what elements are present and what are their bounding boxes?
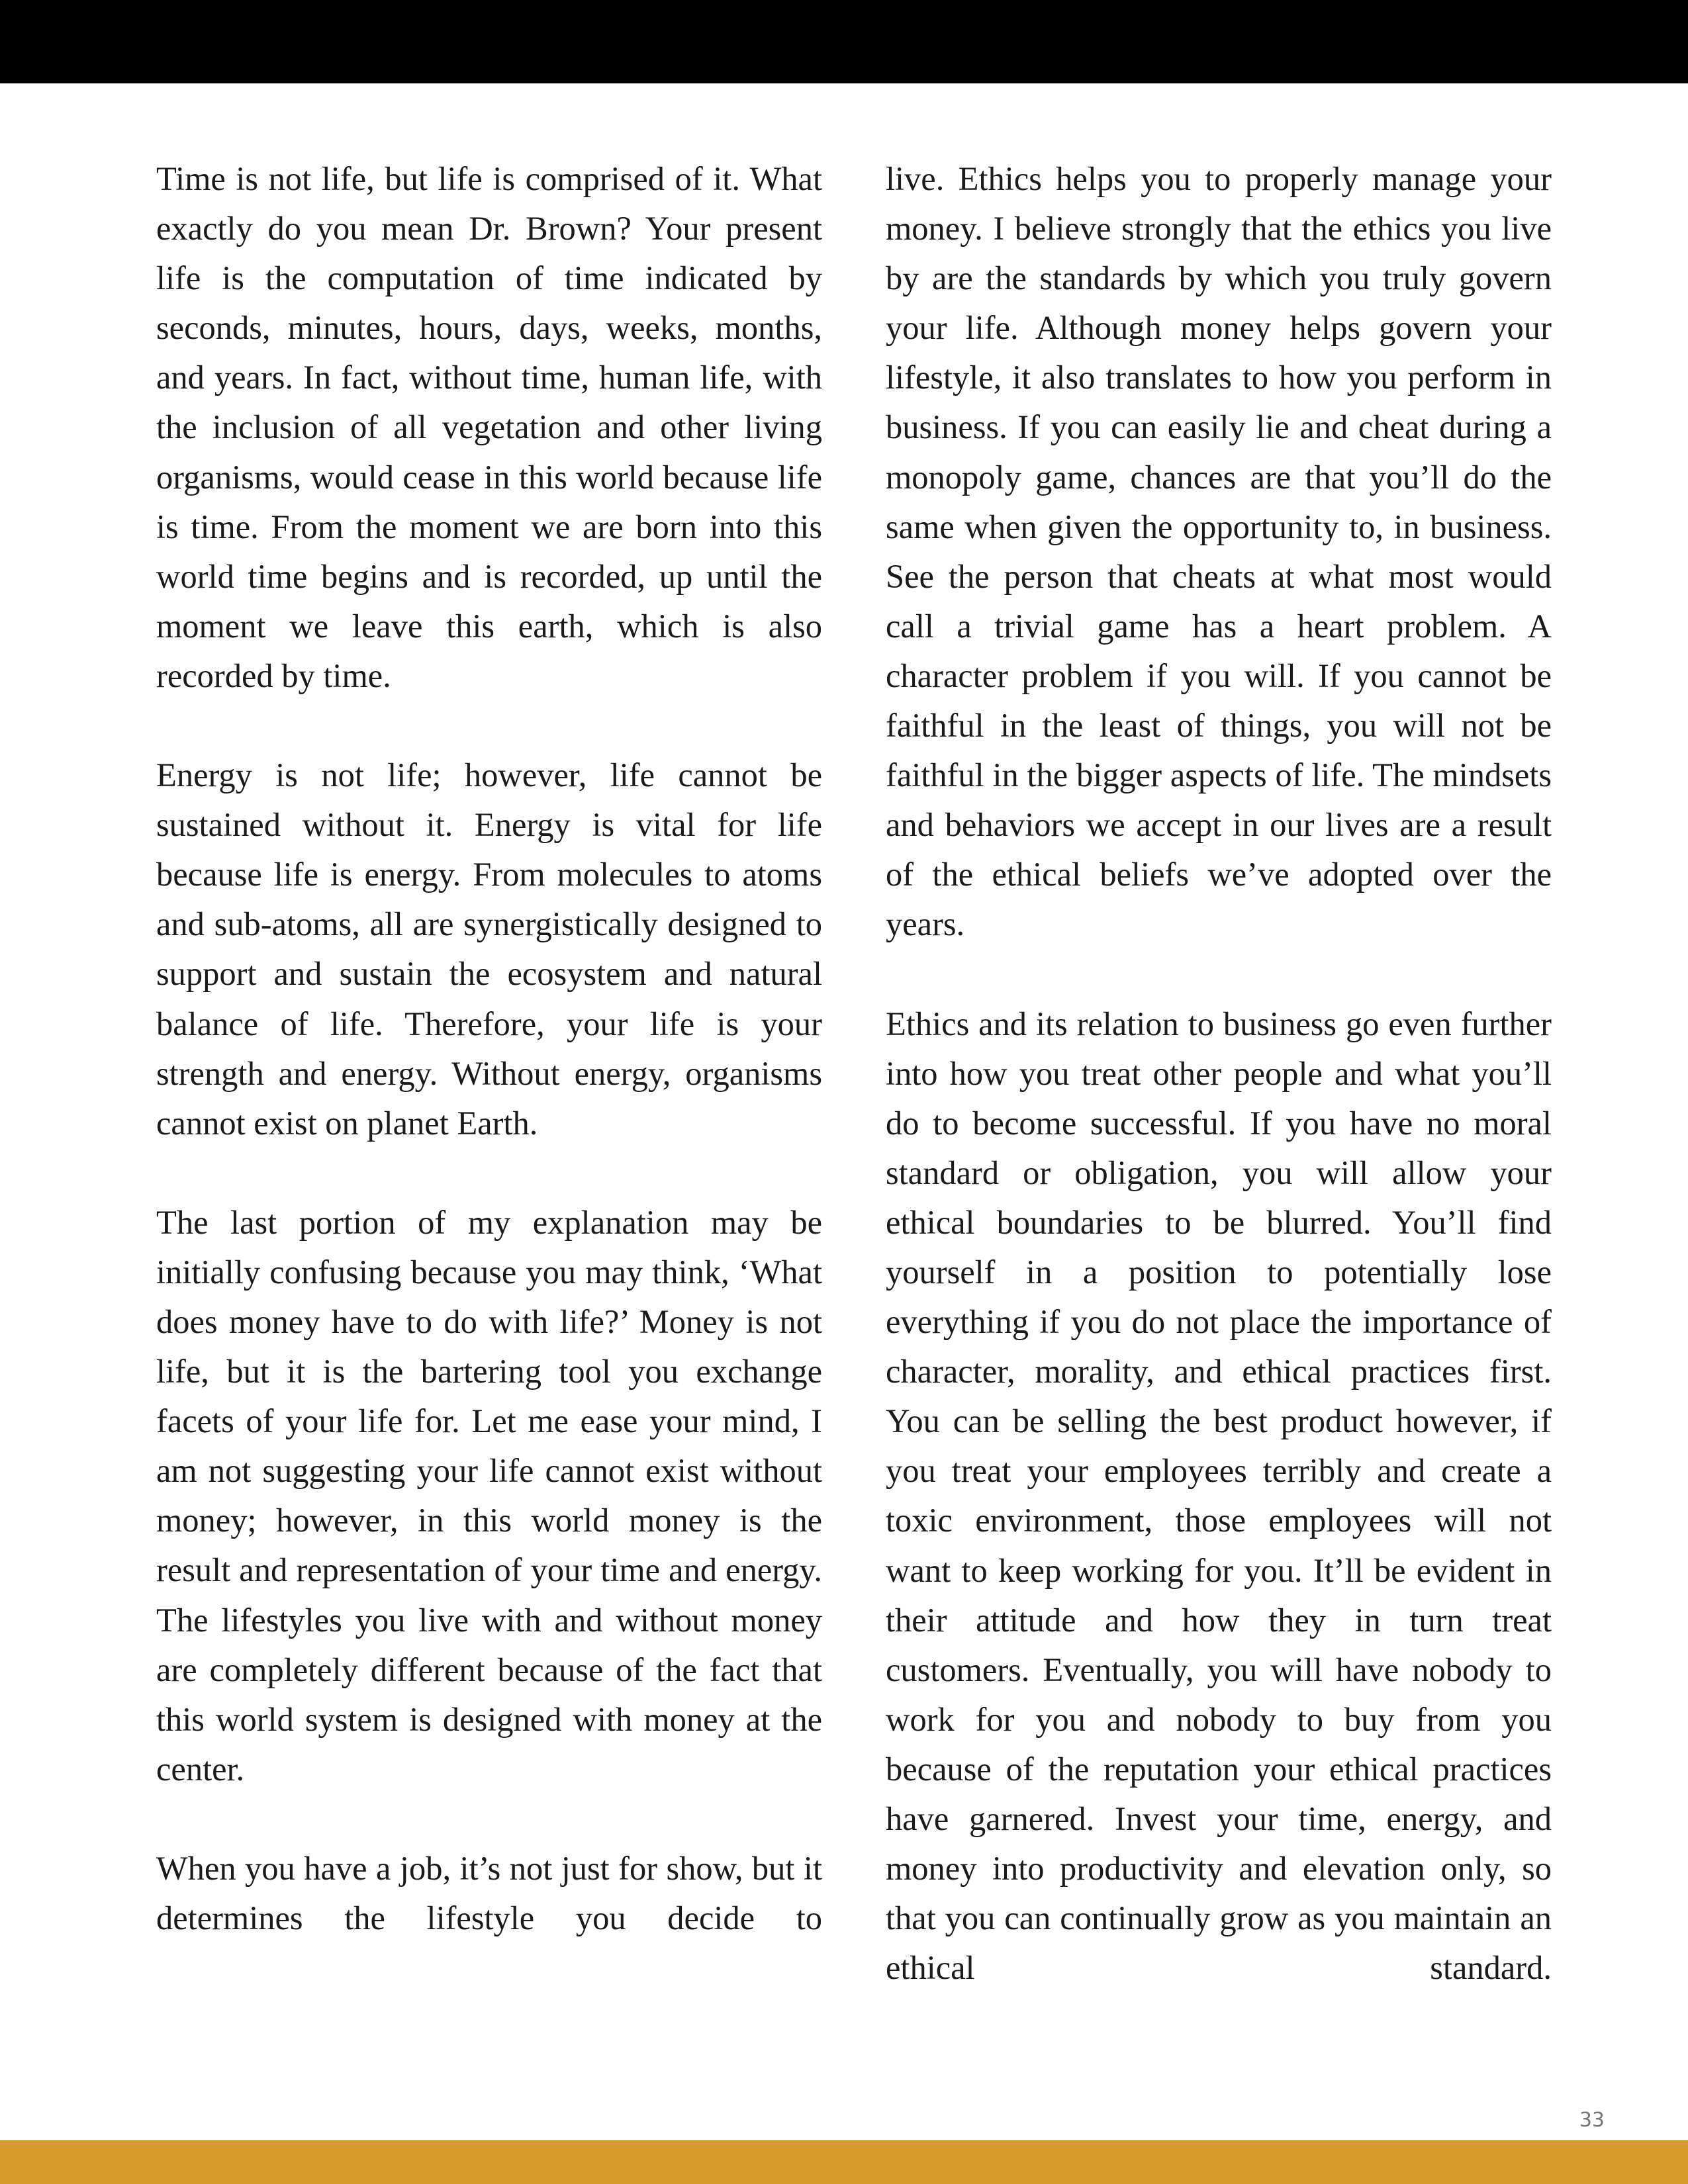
paragraph-time: Time is not life, but life is comprised of it. What exactly do you mean Dr. Brown? Your present life is the computation of time indicated by seconds, minutes, hours, days, weeks, months, and years. In fact, without time, human life, with the inclusion of all vegetation and other living organisms, would cease in this world because life is time. From the moment we are born into this world time begins and is recorded, up until the moment we leave this earth, which is also recorded by time. (156, 160, 822, 694)
paragraph-job: When you have a job, it’s not just for show, but it determines the lifestyle you decide to (156, 1849, 822, 1936)
paragraph-money: The last portion of my explanation may be initially confusing because you may think, ‘What does money have to do with life?’ Money is not life, but it is the bartering tool you exchange facets of your life for. Let me ease your mind, I am not suggesting your life cannot exist without money; however, in this world money is the result and representation of your time and energy. The lifestyles you live with and without money are completely different because of the fact that this world system is designed with money at the center. (156, 1203, 822, 1788)
right-text-column (886, 154, 1552, 1993)
page-number: 33 (1579, 2109, 1605, 2132)
paragraph-ethics-money: live. Ethics helps you to properly manage your money. I believe strongly that the ethics you live by are the standards by which you truly govern your life. Although money helps govern your lifestyle, it also translates to how you perform in business. If you can easily lie and cheat during a monopoly game, chances are that you’ll do the same when given the opportunity to, in business. See the person that cheats at what most would call a trivial game has a heart problem. A character problem if you will. If you cannot be faithful in the least of things, you will not be faithful in the bigger aspects of life. The mindsets and behaviors we accept in our lives are a result of the ethical beliefs we’ve adopted over the years. (886, 160, 1552, 943)
paragraph-energy: Energy is not life; however, life cannot be sustained without it. Energy is vital for life because life is energy. From molecules to atoms and sub-atoms, all are synergistically designed to support and sustain the ecosystem and natural balance of life. Therefore, your life is your strength and energy. Without energy, organisms cannot exist on planet Earth. (156, 756, 822, 1142)
left-text-column (156, 154, 822, 1943)
bottom-footer-bar (0, 2140, 1688, 2184)
top-header-bar (0, 0, 1688, 83)
paragraph-ethics-business: Ethics and its relation to business go even further into how you treat other people and what you’ll do to become successful. If you have no moral standard or obligation, you will allow your ethical boundaries to be blurred. You’ll find yourself in a position to potentially lose everything if you do not place the importance of character, morality, and ethical practices first. You can be selling the best product however, if you treat your employees terribly and create a toxic environment, those employees will not want to keep working for you. It’ll be evident in their attitude and how they in turn treat customers. Eventually, you will have nobody to work for you and nobody to buy from you because of the reputation your ethical practices have garnered. Invest your time, energy, and money into productivity and elevation only, so that you can continually grow as you maintain an ethical standard. (886, 1005, 1552, 1987)
